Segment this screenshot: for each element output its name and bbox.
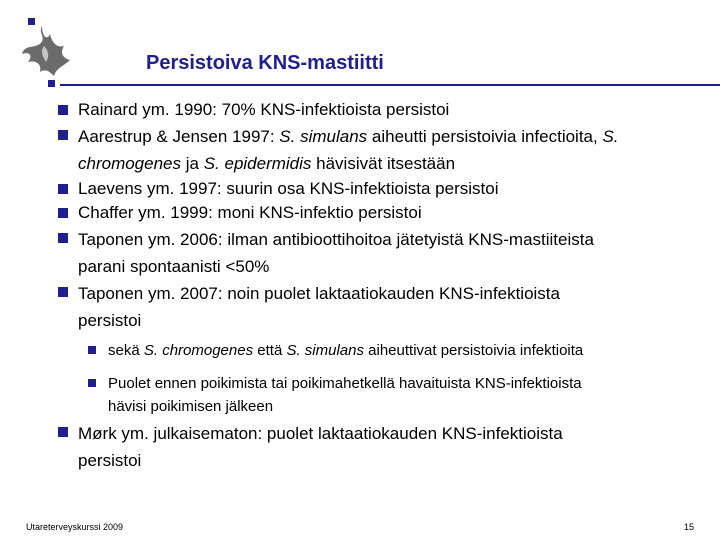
bullet-item bbox=[56, 420, 720, 474]
bullet-text: Aarestrup & Jensen 1997: bbox=[78, 126, 280, 146]
bullet-text: hävisivät itsestään bbox=[311, 153, 456, 173]
bullet-text: Rainard ym. 1990: 70% KNS-infektioista persistoi bbox=[78, 100, 450, 119]
sub-bullet-continuation: hävisi poikimisen jälkeen bbox=[108, 397, 274, 415]
bullet-line: parani spontaanisti <50% bbox=[78, 256, 270, 276]
species-name: S. simulans bbox=[286, 341, 364, 359]
bullet-line: persistoi bbox=[78, 450, 142, 470]
page-number: 15 bbox=[684, 522, 695, 532]
species-name: S. simulans bbox=[279, 126, 368, 146]
species-name: S. bbox=[602, 126, 619, 146]
bullet-list bbox=[56, 98, 720, 474]
bullet-item bbox=[56, 98, 720, 123]
bullet-item bbox=[56, 123, 720, 177]
footer-course-name: Utareterveyskurssi 2009 bbox=[26, 522, 124, 532]
bullet-text: että bbox=[253, 341, 287, 359]
square-bullet-icon bbox=[58, 233, 68, 243]
square-bullet-icon bbox=[58, 105, 68, 115]
square-bullet-icon bbox=[58, 184, 68, 194]
bullet-line: Taponen ym. 2006: ilman antibioottihoitoa jätetyistä KNS-mastiiteista bbox=[78, 229, 594, 249]
sub-bullet-item bbox=[56, 334, 720, 367]
bullet-text: Chaffer ym. 1999: moni KNS-infektio persistoi bbox=[78, 203, 422, 222]
bullet-item bbox=[56, 177, 720, 202]
bullet-text: aiheuttivat persistoivia infektioita bbox=[363, 341, 584, 359]
bullet-text: aiheutti persistoivia infectioita, bbox=[367, 126, 603, 146]
title-divider bbox=[60, 84, 720, 86]
species-name: chromogenes bbox=[78, 153, 182, 173]
bullet-text: sekä bbox=[108, 341, 144, 359]
square-bullet-icon bbox=[58, 208, 68, 218]
square-bullet-icon bbox=[88, 379, 96, 387]
bullet-item bbox=[56, 280, 720, 334]
square-bullet-icon bbox=[58, 130, 68, 140]
species-name: S. epidermidis bbox=[203, 153, 312, 173]
bullet-line: persistoi bbox=[78, 310, 142, 330]
slide-title: Persistoiva KNS-mastiitti bbox=[146, 52, 384, 74]
sub-bullet-item bbox=[56, 367, 720, 400]
bullet-line: Taponen ym. 2007: noin puolet laktaatiokauden KNS-infektioista bbox=[78, 283, 560, 303]
bullet-text: ja bbox=[181, 153, 204, 173]
species-name: S. chromogenes bbox=[143, 341, 254, 359]
bullet-line: Mørk ym. julkaisematon: puolet laktaatiokauden KNS-infektioista bbox=[78, 423, 563, 443]
bullet-item bbox=[56, 201, 720, 226]
bullet-text: Laevens ym. 1997: suurin osa KNS-infektioista persistoi bbox=[78, 178, 499, 198]
bullet-text: Puolet ennen poikimista tai poikimahetkellä havaituista KNS-infektioista bbox=[108, 374, 582, 392]
bullet-line bbox=[78, 123, 720, 150]
bullet-line bbox=[78, 150, 720, 177]
bullet-item bbox=[56, 226, 720, 280]
square-bullet-icon bbox=[58, 287, 68, 297]
square-bullet-icon bbox=[58, 427, 68, 437]
square-bullet-icon bbox=[88, 346, 96, 354]
